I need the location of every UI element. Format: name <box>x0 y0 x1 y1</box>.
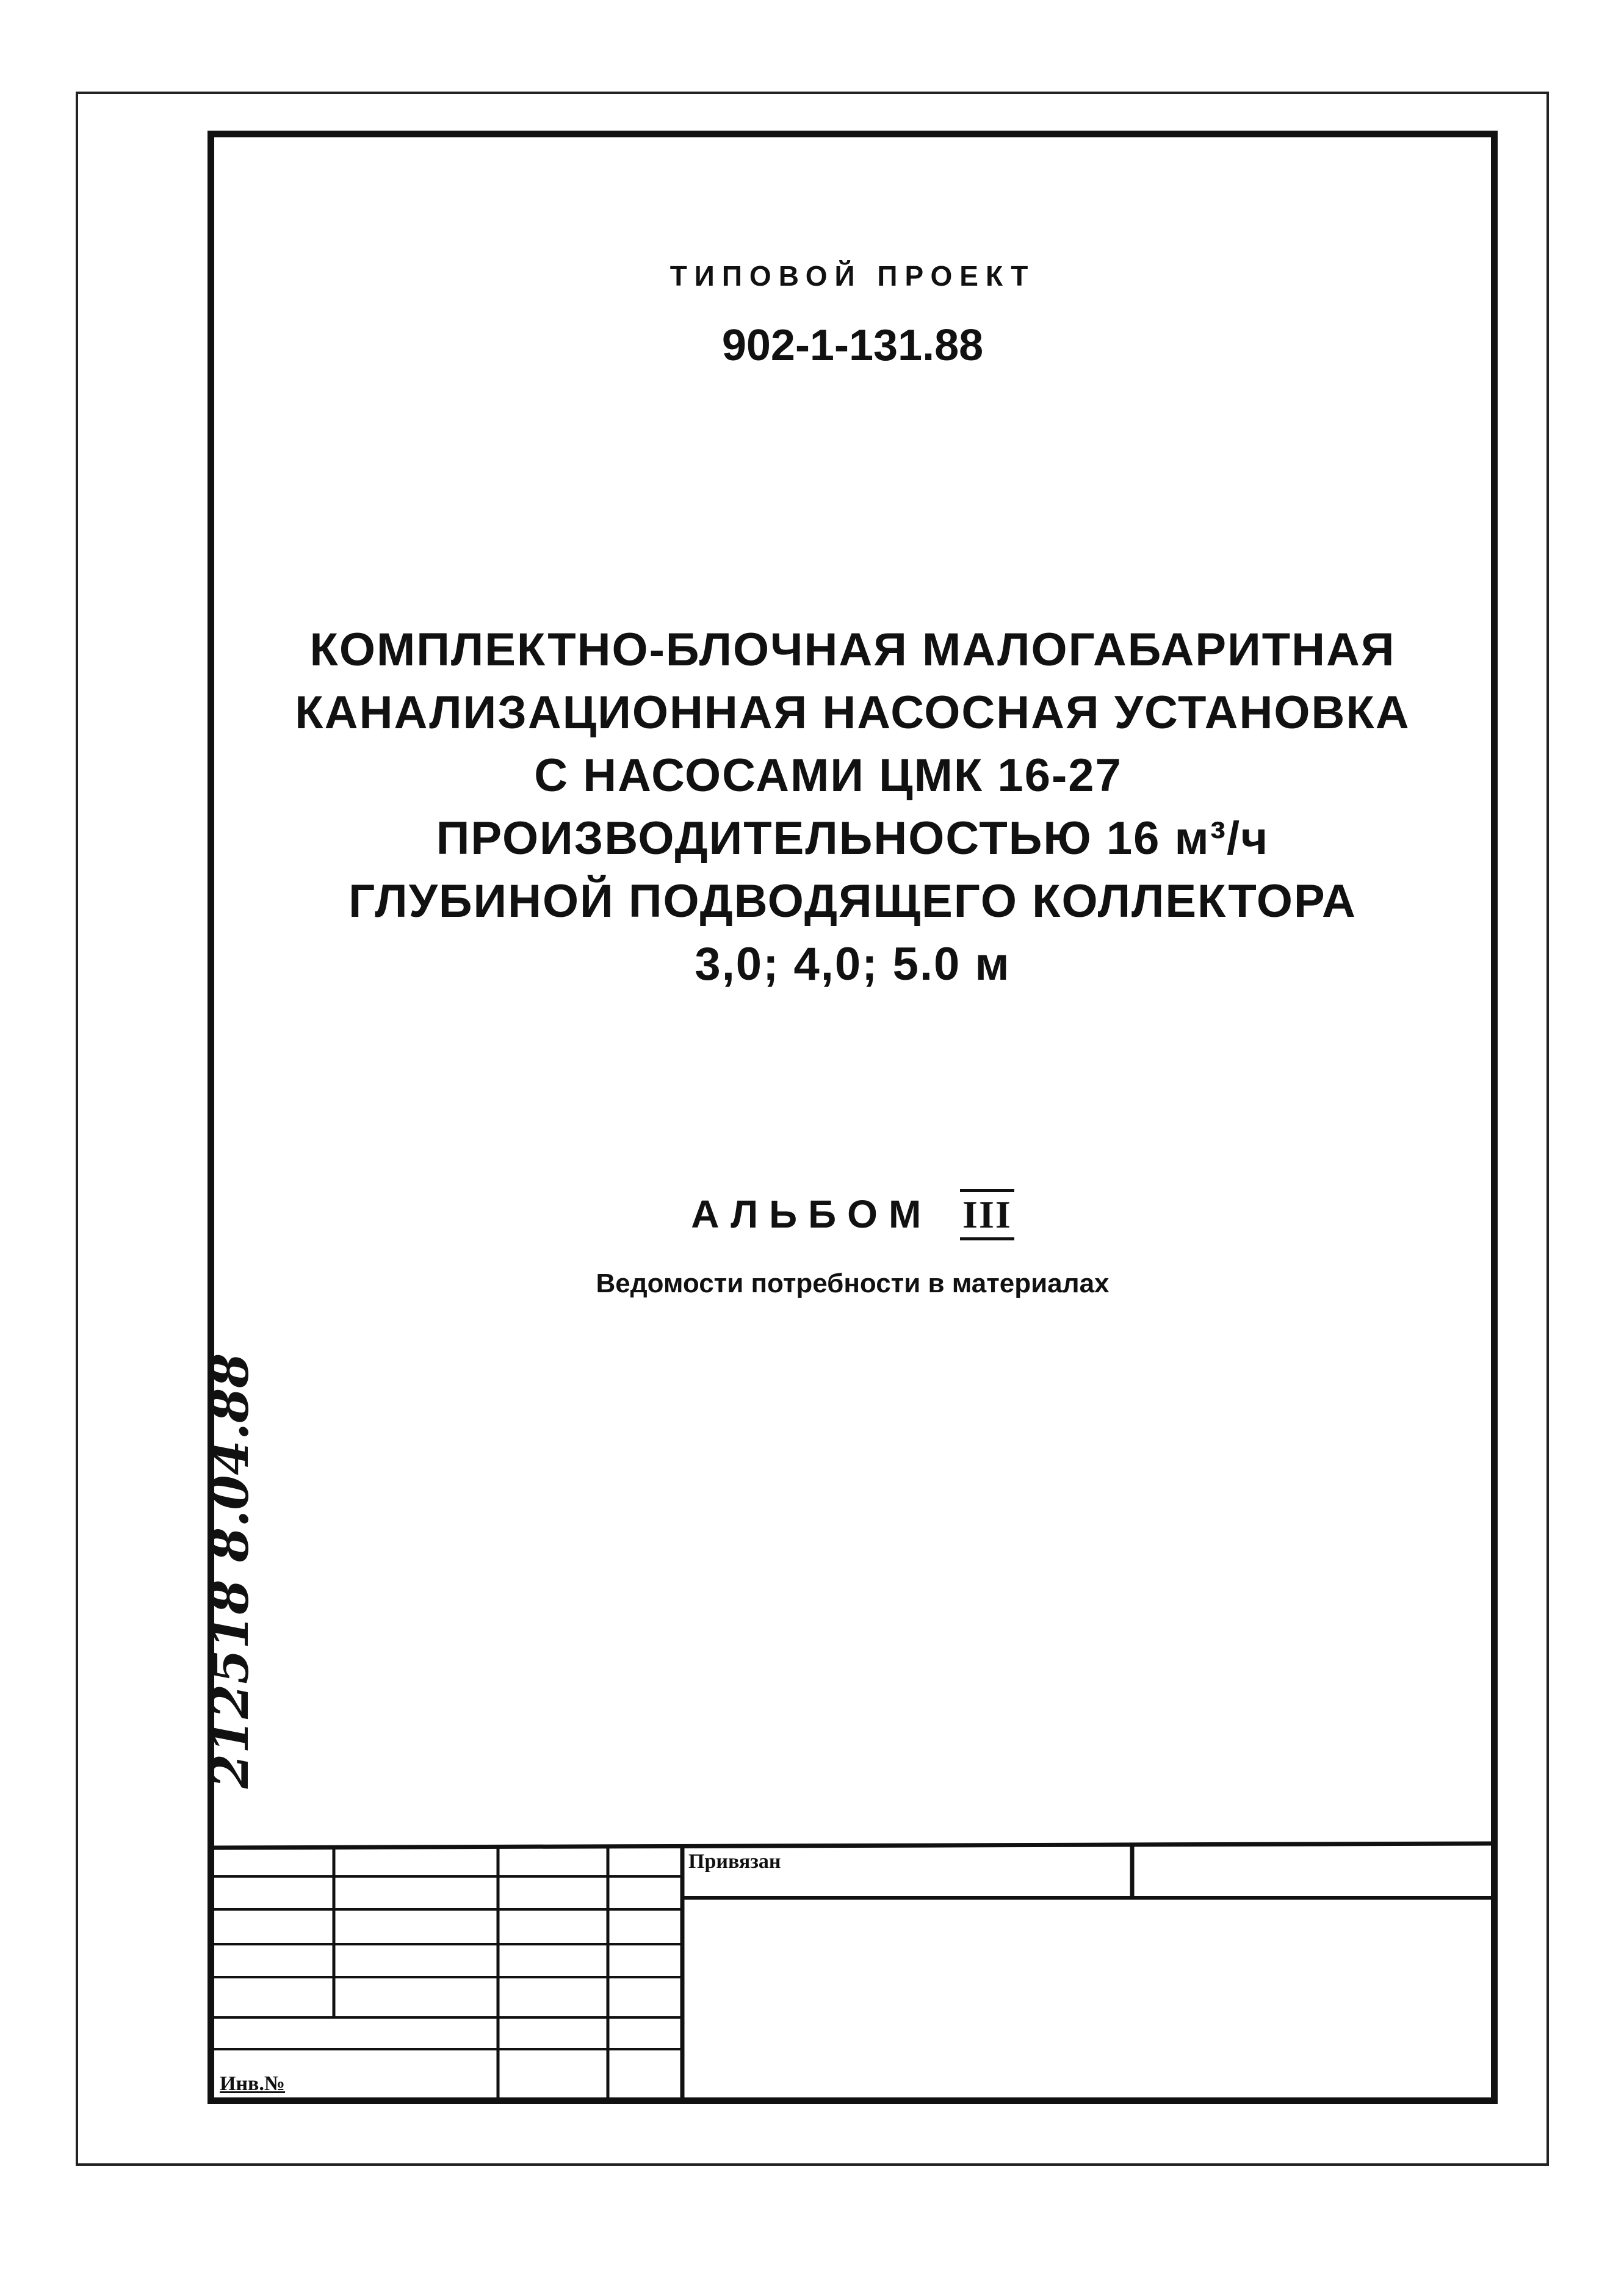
tied-label: Привязан <box>688 1850 781 1873</box>
project-number: 902-1-131.88 <box>721 321 984 370</box>
album-label: АЛЬБОМ <box>691 1192 933 1236</box>
title-line-4: ПРОИЗВОДИТЕЛЬНОСТЬЮ 16 м³/ч <box>436 812 1269 864</box>
title-line-5: ГЛУБИНОЙ ПОДВОДЯЩЕГО КОЛЛЕКТОРА <box>348 875 1357 927</box>
title-line-6: 3,0; 4,0; 5.0 м <box>695 938 1011 990</box>
project-type-label: ТИПОВОЙ ПРОЕКТ <box>669 260 1036 292</box>
album-subtitle: Ведомости потребности в материалах <box>596 1268 1110 1298</box>
title-line-1: КОМПЛЕКТНО-БЛОЧНАЯ МАЛОГАБАРИТНАЯ <box>309 624 1396 676</box>
title-line-2: КАНАЛИЗАЦИОННАЯ НАСОСНАЯ УСТАНОВКА <box>295 687 1410 739</box>
title-line-3: С НАСОСАМИ ЦМК 16-27 <box>534 750 1122 801</box>
inventory-label: Инв.№ <box>220 2072 286 2095</box>
handwritten-note: 212518 8.04.88 <box>201 1353 260 1789</box>
album-number: III <box>960 1189 1014 1240</box>
